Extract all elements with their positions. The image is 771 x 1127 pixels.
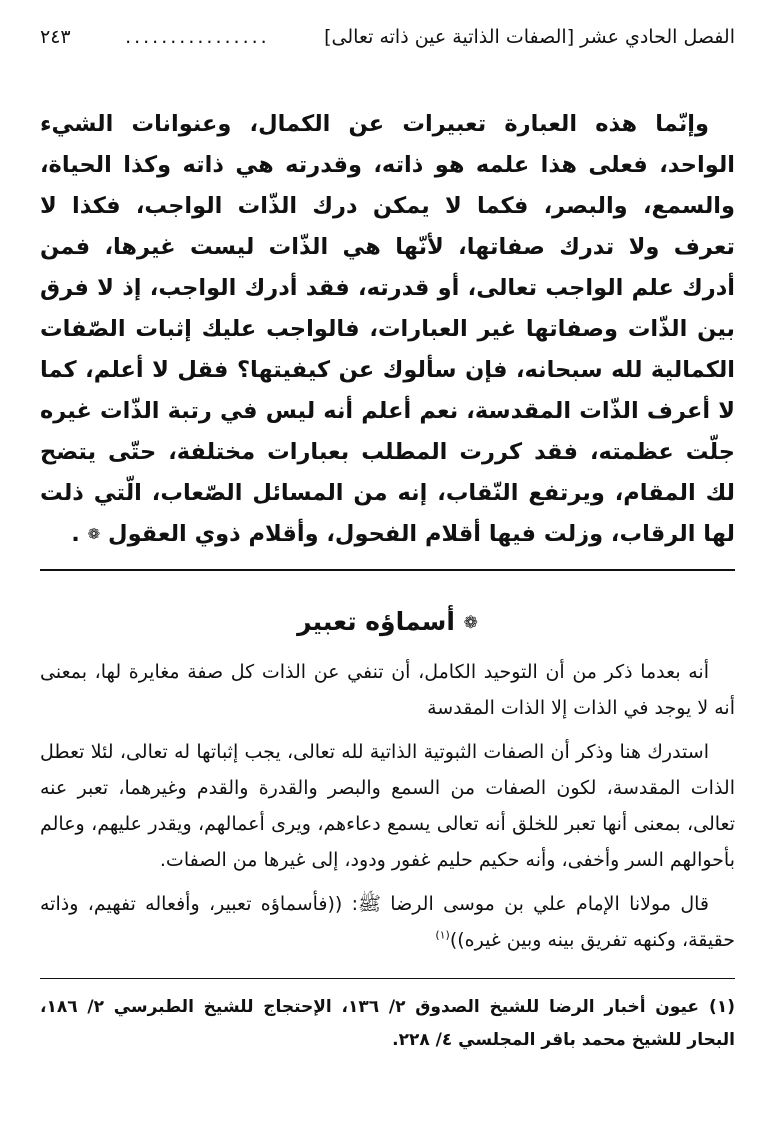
leader-dots: ................ (125, 26, 270, 48)
flower-ornament-icon: ❁ (463, 613, 478, 633)
commentary-paragraph: استدرك هنا وذكر أن الصفات الثبوتية الذاتية لله تعالى، يجب إثباتها له تعالى، لئلا تعطل الذات المقدسة، لكون الصفات من السمع والبصر والقدرة والقدم وغيرهما، تعبر عنه تعالى، بمعنى أنها تعبر للخلق أنه تعالى يسمع دعاءهم، ويرى أعمالهم، ويقدر عليهم، وعالم بأحوالهم السر وأخفى، وأنه حكيم حليم غفور ودود، إلى غيرها من الصفات. (40, 741, 735, 871)
footnote-divider (40, 978, 735, 979)
main-paragraph (40, 104, 735, 555)
main-text-block (40, 104, 735, 555)
section-title: أسماؤه تعبير (297, 607, 455, 636)
footnote-number: (١) (709, 997, 735, 1017)
end-punctuation: . (71, 521, 80, 547)
flower-ornament-icon: ❁ (87, 525, 101, 543)
book-page (40, 22, 735, 1112)
running-header (40, 22, 735, 52)
page-number: ٢٤٣ (40, 26, 71, 48)
section-divider (40, 569, 735, 571)
quote-paragraph (40, 886, 735, 958)
main-paragraph-text: وإنّما هذه العبارة تعبيرات عن الكمال، وعنوانات الشيء الواحد، فعلى هذا علمه هو ذاته، وقدرته هي ذاته وكذا الحياة، والسمع، والبصر، فكما لا يمكن درك الذّات الواجب، فكذا لا تعرف ولا تدرك صفاتها، لأنّها هي الذّات ليست غيرها، فمن أدرك علم الواجب تعالى، أو قدرته، فقد أدرك الواجب، إذ لا فرق بين الذّات وصفاتها غير العبارات، فالواجب عليك إثبات الصّفات الكمالية لله سبحانه، فإن سألوك عن كيفيتها؟ فقل لا أعلم، كما لا أعرف الذّات المقدسة، نعم أعلم أنه ليس في رتبة الذّات غيره جلّت عظمته، فقد كررت المطلب بعبارات مختلفة، حتّى يتضح لك المقام، ويرتفع النّقاب، إنه من المسائل الصّعاب، الّتي ذلت لها الرقاب، وزلت فيها أقلام الفحول، وأقلام ذوي العقول (40, 111, 735, 547)
commentary-paragraph: أنه بعدما ذكر من أن التوحيد الكامل، أن تنفي عن الذات كل صفة مغايرة لها، بمعنى أنه لا يوجد في الذات إلا الذات المقدسة (40, 661, 735, 719)
commentary-block (40, 654, 735, 958)
footnote-reference: (١) (435, 928, 450, 942)
footnote-text: عيون أخبار الرضا للشيخ الصدوق ٢/ ١٣٦، الإحتجاج للشيخ الطبرسي ٢/ ١٨٦، البحار للشيخ محمد باقر المجلسي ٤/ ٢٢٨. (40, 997, 735, 1050)
chapter-title: الفصل الحادي عشر [الصفات الذاتية عين ذاته تعالى] (324, 26, 735, 48)
section-heading (40, 605, 735, 640)
footnote (40, 991, 735, 1057)
quote-text: قال مولانا الإمام علي بن موسى الرضا ﷺ: ((فأسماؤه تعبير، وأفعاله تفهيم، وذاته حقيقة، وكنهه تفريق بينه وبين غيره)) (40, 893, 735, 951)
